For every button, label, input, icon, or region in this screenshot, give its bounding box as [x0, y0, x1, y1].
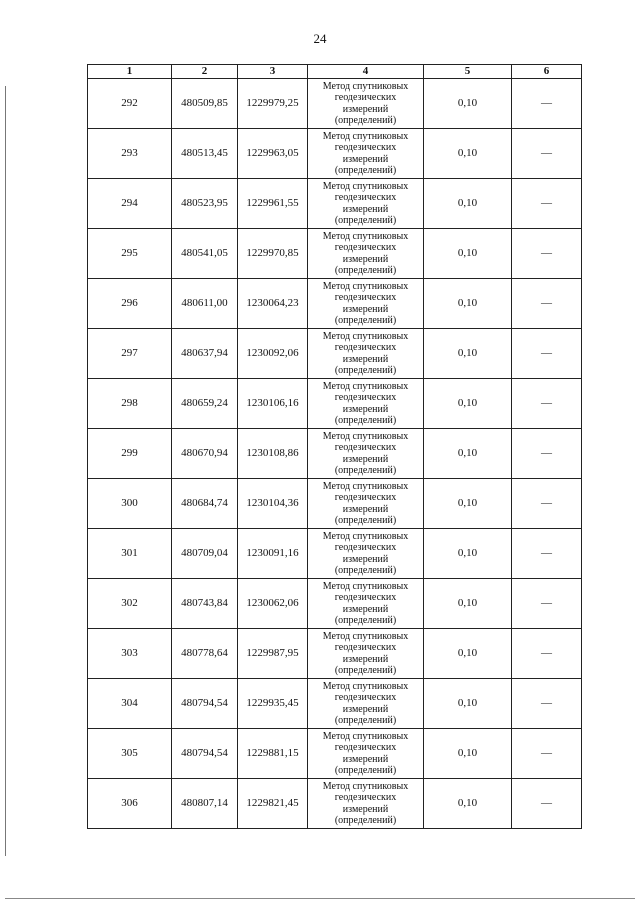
method-line: (определений)	[334, 765, 397, 776]
method-line: Метод спутниковых	[322, 480, 409, 492]
y-coordinate-cell: 1230064,23	[238, 279, 308, 329]
coordinates-table	[87, 64, 582, 829]
coordinates-table-wrapper	[87, 64, 581, 829]
column-header-1: 1	[88, 65, 172, 79]
method-line: Метод спутниковых	[322, 530, 409, 542]
method-line: измерений	[342, 453, 389, 465]
table-row	[88, 679, 582, 729]
scan-left-edge-line	[5, 86, 6, 856]
method-line: геодезических	[334, 142, 397, 153]
method-line: (определений)	[334, 215, 397, 226]
x-coordinate-cell: 480743,84	[172, 579, 238, 629]
method-line: (определений)	[334, 565, 397, 576]
x-coordinate-cell: 480807,14	[172, 779, 238, 829]
x-coordinate-cell: 480611,00	[172, 279, 238, 329]
method-cell	[308, 129, 424, 179]
y-coordinate-cell: 1229935,45	[238, 679, 308, 729]
method-line: Метод спутниковых	[322, 730, 409, 742]
point-number-cell: 299	[88, 429, 172, 479]
x-coordinate-cell: 480541,05	[172, 229, 238, 279]
note-cell: —	[512, 379, 582, 429]
method-cell	[308, 229, 424, 279]
method-cell	[308, 779, 424, 829]
method-line: геодезических	[334, 192, 397, 203]
method-line: (определений)	[334, 465, 397, 476]
method-line: измерений	[342, 253, 389, 265]
column-header-3: 3	[238, 65, 308, 79]
method-cell	[308, 479, 424, 529]
method-cell	[308, 179, 424, 229]
method-line: Метод спутниковых	[322, 280, 409, 292]
y-coordinate-cell: 1229979,25	[238, 79, 308, 129]
table-row	[88, 179, 582, 229]
method-cell	[308, 279, 424, 329]
table-row	[88, 779, 582, 829]
point-number-cell: 300	[88, 479, 172, 529]
method-line: геодезических	[334, 792, 397, 803]
method-line: Метод спутниковых	[322, 80, 409, 92]
method-line: геодезических	[334, 92, 397, 103]
note-cell: —	[512, 479, 582, 529]
note-cell: —	[512, 129, 582, 179]
method-cell	[308, 679, 424, 729]
x-coordinate-cell: 480794,54	[172, 679, 238, 729]
point-number-cell: 296	[88, 279, 172, 329]
method-line: (определений)	[334, 815, 397, 826]
column-header-6: 6	[512, 65, 582, 79]
method-line: геодезических	[334, 492, 397, 503]
table-row	[88, 529, 582, 579]
y-coordinate-cell: 1229963,05	[238, 129, 308, 179]
y-coordinate-cell: 1230092,06	[238, 329, 308, 379]
table-row	[88, 479, 582, 529]
point-number-cell: 304	[88, 679, 172, 729]
note-cell: —	[512, 79, 582, 129]
accuracy-cell: 0,10	[424, 679, 512, 729]
y-coordinate-cell: 1229821,45	[238, 779, 308, 829]
method-line: (определений)	[334, 115, 397, 126]
y-coordinate-cell: 1229881,15	[238, 729, 308, 779]
method-line: измерений	[342, 353, 389, 365]
y-coordinate-cell: 1230106,16	[238, 379, 308, 429]
y-coordinate-cell: 1230091,16	[238, 529, 308, 579]
note-cell: —	[512, 529, 582, 579]
method-line: измерений	[342, 503, 389, 515]
point-number-cell: 303	[88, 629, 172, 679]
method-line: Метод спутниковых	[322, 630, 409, 642]
scan-bottom-edge-line	[5, 898, 635, 899]
method-line: измерений	[342, 703, 389, 715]
accuracy-cell: 0,10	[424, 229, 512, 279]
x-coordinate-cell: 480709,04	[172, 529, 238, 579]
y-coordinate-cell: 1230062,06	[238, 579, 308, 629]
method-line: геодезических	[334, 642, 397, 653]
method-line: Метод спутниковых	[322, 180, 409, 192]
method-cell	[308, 579, 424, 629]
accuracy-cell: 0,10	[424, 729, 512, 779]
method-line: (определений)	[334, 315, 397, 326]
accuracy-cell: 0,10	[424, 129, 512, 179]
method-cell	[308, 379, 424, 429]
point-number-cell: 305	[88, 729, 172, 779]
table-row	[88, 229, 582, 279]
method-line: измерений	[342, 603, 389, 615]
accuracy-cell: 0,10	[424, 379, 512, 429]
point-number-cell: 297	[88, 329, 172, 379]
method-line: Метод спутниковых	[322, 130, 409, 142]
x-coordinate-cell: 480684,74	[172, 479, 238, 529]
method-line: геодезических	[334, 342, 397, 353]
note-cell: —	[512, 279, 582, 329]
method-cell	[308, 329, 424, 379]
note-cell: —	[512, 429, 582, 479]
point-number-cell: 302	[88, 579, 172, 629]
note-cell: —	[512, 579, 582, 629]
method-line: (определений)	[334, 515, 397, 526]
note-cell: —	[512, 729, 582, 779]
method-line: Метод спутниковых	[322, 680, 409, 692]
page-number: 24	[313, 31, 327, 46]
method-line: геодезических	[334, 542, 397, 553]
accuracy-cell: 0,10	[424, 629, 512, 679]
method-line: геодезических	[334, 392, 397, 403]
y-coordinate-cell: 1230104,36	[238, 479, 308, 529]
table-row	[88, 729, 582, 779]
method-line: геодезических	[334, 742, 397, 753]
method-line: (определений)	[334, 365, 397, 376]
accuracy-cell: 0,10	[424, 279, 512, 329]
method-line: измерений	[342, 553, 389, 565]
y-coordinate-cell: 1230108,86	[238, 429, 308, 479]
y-coordinate-cell: 1229987,95	[238, 629, 308, 679]
column-header-4: 4	[308, 65, 424, 79]
method-line: измерений	[342, 153, 389, 165]
method-line: измерений	[342, 803, 389, 815]
accuracy-cell: 0,10	[424, 779, 512, 829]
method-cell	[308, 79, 424, 129]
x-coordinate-cell: 480670,94	[172, 429, 238, 479]
method-line: Метод спутниковых	[322, 380, 409, 392]
method-line: (определений)	[334, 265, 397, 276]
method-line: геодезических	[334, 692, 397, 703]
point-number-cell: 292	[88, 79, 172, 129]
note-cell: —	[512, 779, 582, 829]
note-cell: —	[512, 179, 582, 229]
note-cell: —	[512, 629, 582, 679]
method-line: (определений)	[334, 165, 397, 176]
note-cell: —	[512, 229, 582, 279]
method-line: измерений	[342, 753, 389, 765]
table-row	[88, 129, 582, 179]
method-line: геодезических	[334, 292, 397, 303]
accuracy-cell: 0,10	[424, 79, 512, 129]
table-row	[88, 379, 582, 429]
x-coordinate-cell: 480794,54	[172, 729, 238, 779]
accuracy-cell: 0,10	[424, 479, 512, 529]
method-line: геодезических	[334, 242, 397, 253]
x-coordinate-cell: 480523,95	[172, 179, 238, 229]
method-line: (определений)	[334, 615, 397, 626]
method-cell	[308, 629, 424, 679]
method-line: (определений)	[334, 715, 397, 726]
method-line: (определений)	[334, 665, 397, 676]
point-number-cell: 301	[88, 529, 172, 579]
x-coordinate-cell: 480637,94	[172, 329, 238, 379]
x-coordinate-cell: 480513,45	[172, 129, 238, 179]
method-line: (определений)	[334, 415, 397, 426]
accuracy-cell: 0,10	[424, 579, 512, 629]
method-line: Метод спутниковых	[322, 330, 409, 342]
method-line: измерений	[342, 653, 389, 665]
method-cell	[308, 529, 424, 579]
accuracy-cell: 0,10	[424, 429, 512, 479]
table-body	[88, 79, 582, 829]
point-number-cell: 293	[88, 129, 172, 179]
table-row	[88, 579, 582, 629]
table-row	[88, 629, 582, 679]
y-coordinate-cell: 1229961,55	[238, 179, 308, 229]
accuracy-cell: 0,10	[424, 529, 512, 579]
accuracy-cell: 0,10	[424, 179, 512, 229]
x-coordinate-cell: 480509,85	[172, 79, 238, 129]
point-number-cell: 294	[88, 179, 172, 229]
note-cell: —	[512, 679, 582, 729]
method-line: измерений	[342, 303, 389, 315]
table-row	[88, 279, 582, 329]
table-header-row	[88, 65, 582, 79]
method-line: Метод спутниковых	[322, 230, 409, 242]
table-row	[88, 79, 582, 129]
y-coordinate-cell: 1229970,85	[238, 229, 308, 279]
point-number-cell: 306	[88, 779, 172, 829]
note-cell: —	[512, 329, 582, 379]
column-header-5: 5	[424, 65, 512, 79]
method-line: геодезических	[334, 592, 397, 603]
point-number-cell: 295	[88, 229, 172, 279]
accuracy-cell: 0,10	[424, 329, 512, 379]
method-line: измерений	[342, 103, 389, 115]
point-number-cell: 298	[88, 379, 172, 429]
x-coordinate-cell: 480659,24	[172, 379, 238, 429]
method-line: измерений	[342, 403, 389, 415]
method-line: геодезических	[334, 442, 397, 453]
method-line: Метод спутниковых	[322, 430, 409, 442]
method-cell	[308, 429, 424, 479]
method-line: измерений	[342, 203, 389, 215]
method-line: Метод спутниковых	[322, 580, 409, 592]
table-row	[88, 329, 582, 379]
method-cell	[308, 729, 424, 779]
column-header-2: 2	[172, 65, 238, 79]
table-row	[88, 429, 582, 479]
x-coordinate-cell: 480778,64	[172, 629, 238, 679]
method-line: Метод спутниковых	[322, 780, 409, 792]
